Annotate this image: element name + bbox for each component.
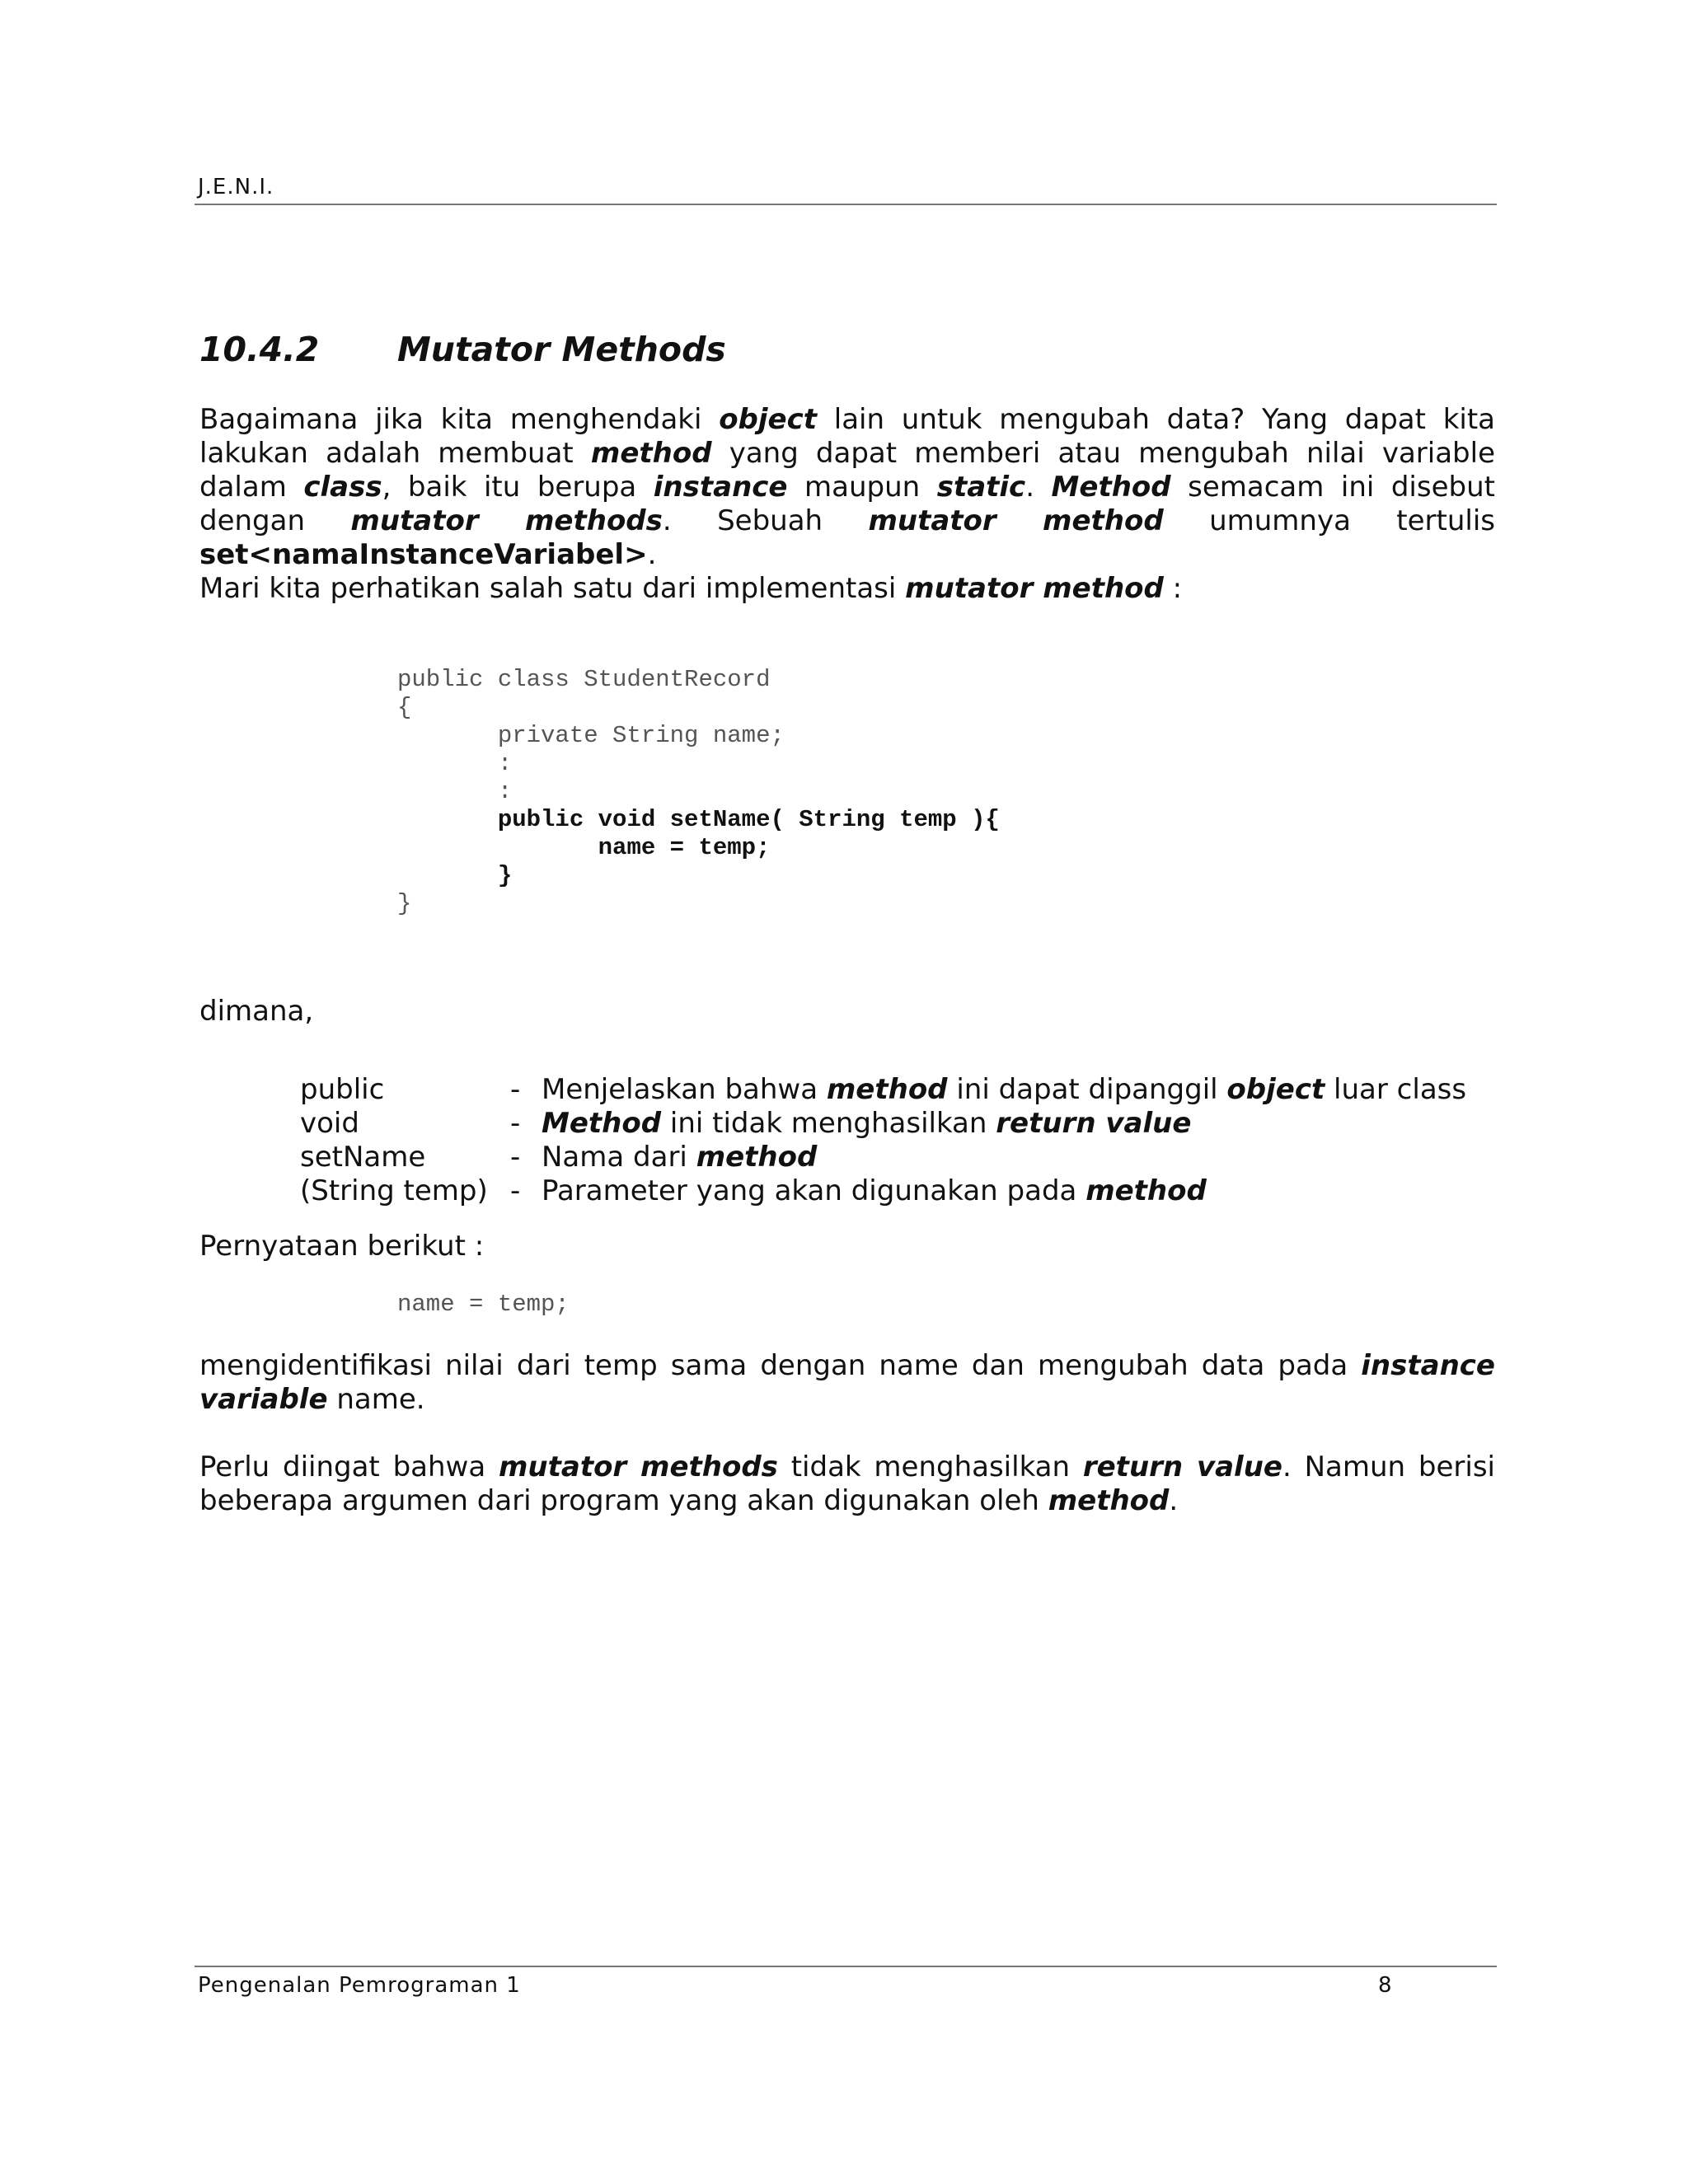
emphasis: method — [1048, 1484, 1170, 1517]
text: umumnya tertulis — [1163, 504, 1495, 537]
code-block-studentrecord — [397, 666, 1000, 918]
explanation-paragraph — [199, 1349, 1495, 1417]
header-divider — [195, 204, 1497, 205]
text: lain untuk mengubah data? Yang dapat kita lakukan adalah membuat — [199, 403, 1496, 470]
definition-text: Method ini tidak menghasilkan return value — [542, 1107, 1192, 1140]
text: Mari kita perhatikan salah satu dari implementasi — [199, 572, 906, 605]
intro-paragraph — [199, 403, 1495, 572]
text: name. — [327, 1383, 425, 1416]
setter-pattern: set<namaInstanceVariabel> — [199, 538, 648, 571]
definition-term: void — [300, 1107, 359, 1140]
page-header: J.E.N.I. — [198, 175, 274, 199]
emphasis: instance variable — [199, 1349, 1495, 1416]
text: yang dapat memberi atau mengubah nilai variable dalam — [199, 437, 1495, 504]
emphasis: return value — [1082, 1451, 1282, 1483]
definition-dash: - — [510, 1073, 521, 1106]
definition-term: (String temp) — [300, 1174, 488, 1207]
text: semacam ini disebut dengan — [199, 471, 1495, 537]
code-line: } — [397, 862, 513, 889]
code-line: : — [397, 778, 513, 805]
definition-text: Nama dari method — [542, 1141, 818, 1174]
code-line: public class StudentRecord — [397, 666, 771, 693]
emphasis: Method — [1051, 471, 1171, 504]
text: . Namun berisi beberapa argumen dari program yang akan digunakan oleh — [199, 1451, 1495, 1517]
code-line: : — [397, 750, 513, 777]
emphasis: method — [590, 437, 712, 470]
code-line: { — [397, 694, 412, 721]
dimana-label: dimana, — [199, 995, 314, 1028]
section-number: 10.4.2 — [199, 330, 320, 369]
emphasis: mutator method — [868, 504, 1164, 537]
definition-row — [300, 1141, 1466, 1174]
definition-row — [300, 1073, 1466, 1107]
code-line: private String name; — [397, 722, 785, 749]
text: tidak menghasilkan — [777, 1451, 1083, 1483]
note-paragraph — [199, 1451, 1495, 1518]
emphasis: mutator methods — [498, 1451, 778, 1483]
code-line: } — [397, 890, 412, 917]
section-heading — [199, 330, 726, 369]
definition-term: setName — [300, 1141, 426, 1174]
text: . — [647, 538, 657, 571]
definition-dash: - — [510, 1174, 521, 1207]
code-line: name = temp; — [397, 834, 771, 861]
emphasis: object — [719, 403, 818, 436]
statement-label: Pernyataan berikut : — [199, 1230, 485, 1263]
emphasis: class — [303, 471, 382, 504]
code-line: public void setName( String temp ){ — [397, 806, 1000, 833]
definition-text: Menjelaskan bahwa method ini dapat dipanggil object luar class — [542, 1073, 1467, 1106]
text: Perlu diingat bahwa — [199, 1451, 499, 1483]
definition-text: Parameter yang akan digunakan pada method — [542, 1174, 1207, 1207]
text: . — [1025, 471, 1052, 504]
text: : — [1163, 572, 1183, 605]
emphasis: instance — [653, 471, 788, 504]
example-intro — [199, 572, 1495, 606]
footer-divider — [195, 1966, 1497, 1967]
text: , baik itu berupa — [382, 471, 654, 504]
definition-row — [300, 1174, 1466, 1208]
definition-list — [300, 1073, 1466, 1208]
section-title: Mutator Methods — [397, 330, 726, 369]
text: Bagaimana jika kita menghendaki — [199, 403, 720, 436]
code-block-assignment: name = temp; — [397, 1291, 570, 1318]
emphasis: static — [936, 471, 1026, 504]
text: . Sebuah — [662, 504, 869, 537]
page-number: 8 — [1378, 1973, 1392, 1998]
text: mengidentifikasi nilai dari temp sama dengan name dan mengubah data pada — [199, 1349, 1362, 1382]
emphasis: mutator methods — [350, 504, 663, 537]
definition-row — [300, 1107, 1466, 1141]
text: maupun — [787, 471, 937, 504]
definition-dash: - — [510, 1141, 521, 1174]
definition-dash: - — [510, 1107, 521, 1140]
footer-title: Pengenalan Pemrograman 1 — [198, 1973, 521, 1998]
definition-term: public — [300, 1073, 385, 1106]
emphasis: mutator method — [905, 572, 1164, 605]
text: . — [1169, 1484, 1179, 1517]
